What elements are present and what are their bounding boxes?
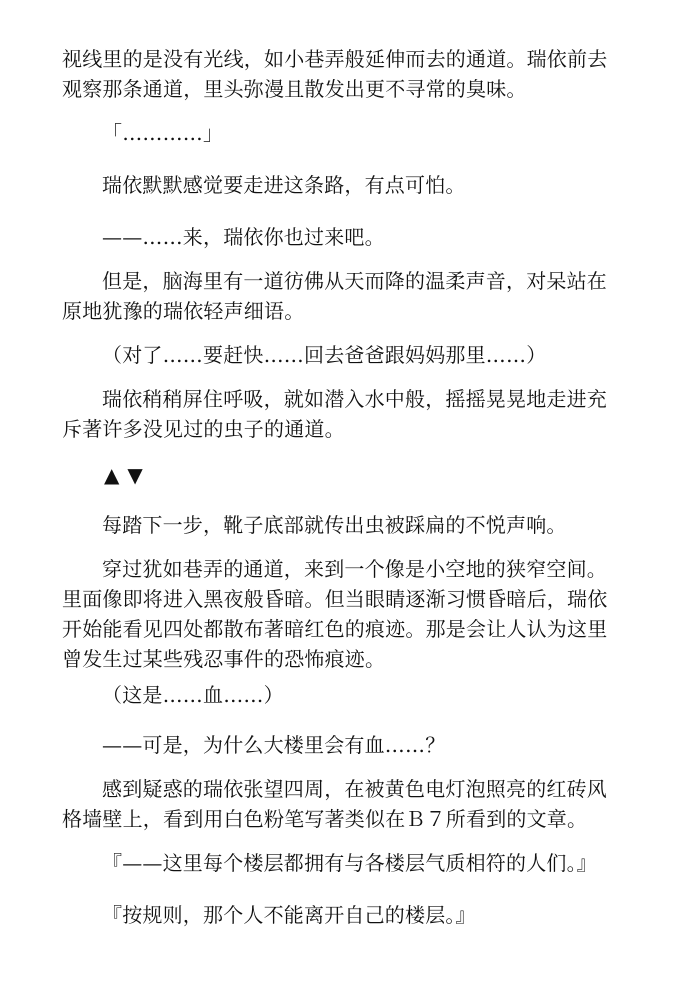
paragraph-11	[102, 730, 642, 760]
paragraph-2	[102, 118, 642, 148]
line: 斥著许多没见过的虫子的通道。	[62, 417, 345, 441]
line: （这是……血……）	[102, 683, 284, 707]
paragraph-3	[102, 170, 642, 200]
line: ——可是，为什么大楼里会有血……？	[102, 733, 446, 757]
line: 每踏下一步，靴子底部就传出虫被踩扁的不悦声响。	[102, 513, 567, 537]
paragraph-4	[102, 222, 642, 252]
line: 『——这里每个楼层都拥有与各楼层气质相符的人们。』	[102, 851, 597, 875]
section-divider-triangles: ▲▼	[104, 463, 151, 487]
paragraph-6	[102, 340, 642, 370]
line: 『按规则，那个人不能离开自己的楼层。』	[102, 903, 476, 927]
line: 穿过犹如巷弄的通道，来到一个像是小空地的狭窄空间。	[102, 557, 607, 581]
line: 格墙壁上，看到用白色粉笔写著类似在Ｂ７所看到的文章。	[62, 807, 588, 831]
paragraph-7	[62, 384, 642, 444]
line: 感到疑惑的瑞依张望四周，在被黄色电灯泡照亮的红砖风	[102, 777, 607, 801]
line: 「…………」	[102, 121, 224, 145]
line: 开始能看见四处都散布著暗红色的痕迹。那是会让人认为这里	[62, 617, 608, 641]
line: 瑞依稍稍屏住呼吸，就如潜入水中般，摇摇晃晃地走进充	[102, 387, 607, 411]
line: 观察那条通道，里头弥漫且散发出更不寻常的臭味。	[62, 77, 527, 101]
paragraph-12	[62, 774, 642, 834]
line: 里面像即将进入黑夜般昏暗。但当眼睛逐渐习惯昏暗后，瑞依	[62, 587, 608, 611]
paragraph-1	[62, 44, 642, 104]
line: 视线里的是没有光线，如小巷弄般延伸而去的通道。瑞依前去	[62, 47, 608, 71]
line: 但是，脑海里有一道彷佛从天而降的温柔声音，对呆站在	[102, 269, 607, 293]
paragraph-13	[102, 848, 642, 878]
line: ——……来，瑞依你也过来吧。	[102, 225, 385, 249]
line: 原地犹豫的瑞依轻声细语。	[62, 299, 305, 323]
paragraph-10	[102, 680, 642, 710]
paragraph-8	[102, 510, 642, 540]
line: 曾发生过某些残忍事件的恐怖痕迹。	[62, 647, 386, 671]
paragraph-5	[62, 266, 642, 326]
paragraph-14	[102, 900, 642, 930]
line: 瑞依默默感觉要走进这条路，有点可怕。	[102, 173, 466, 197]
line: （对了……要赶快……回去爸爸跟妈妈那里……）	[102, 343, 547, 367]
paragraph-9	[62, 554, 662, 674]
